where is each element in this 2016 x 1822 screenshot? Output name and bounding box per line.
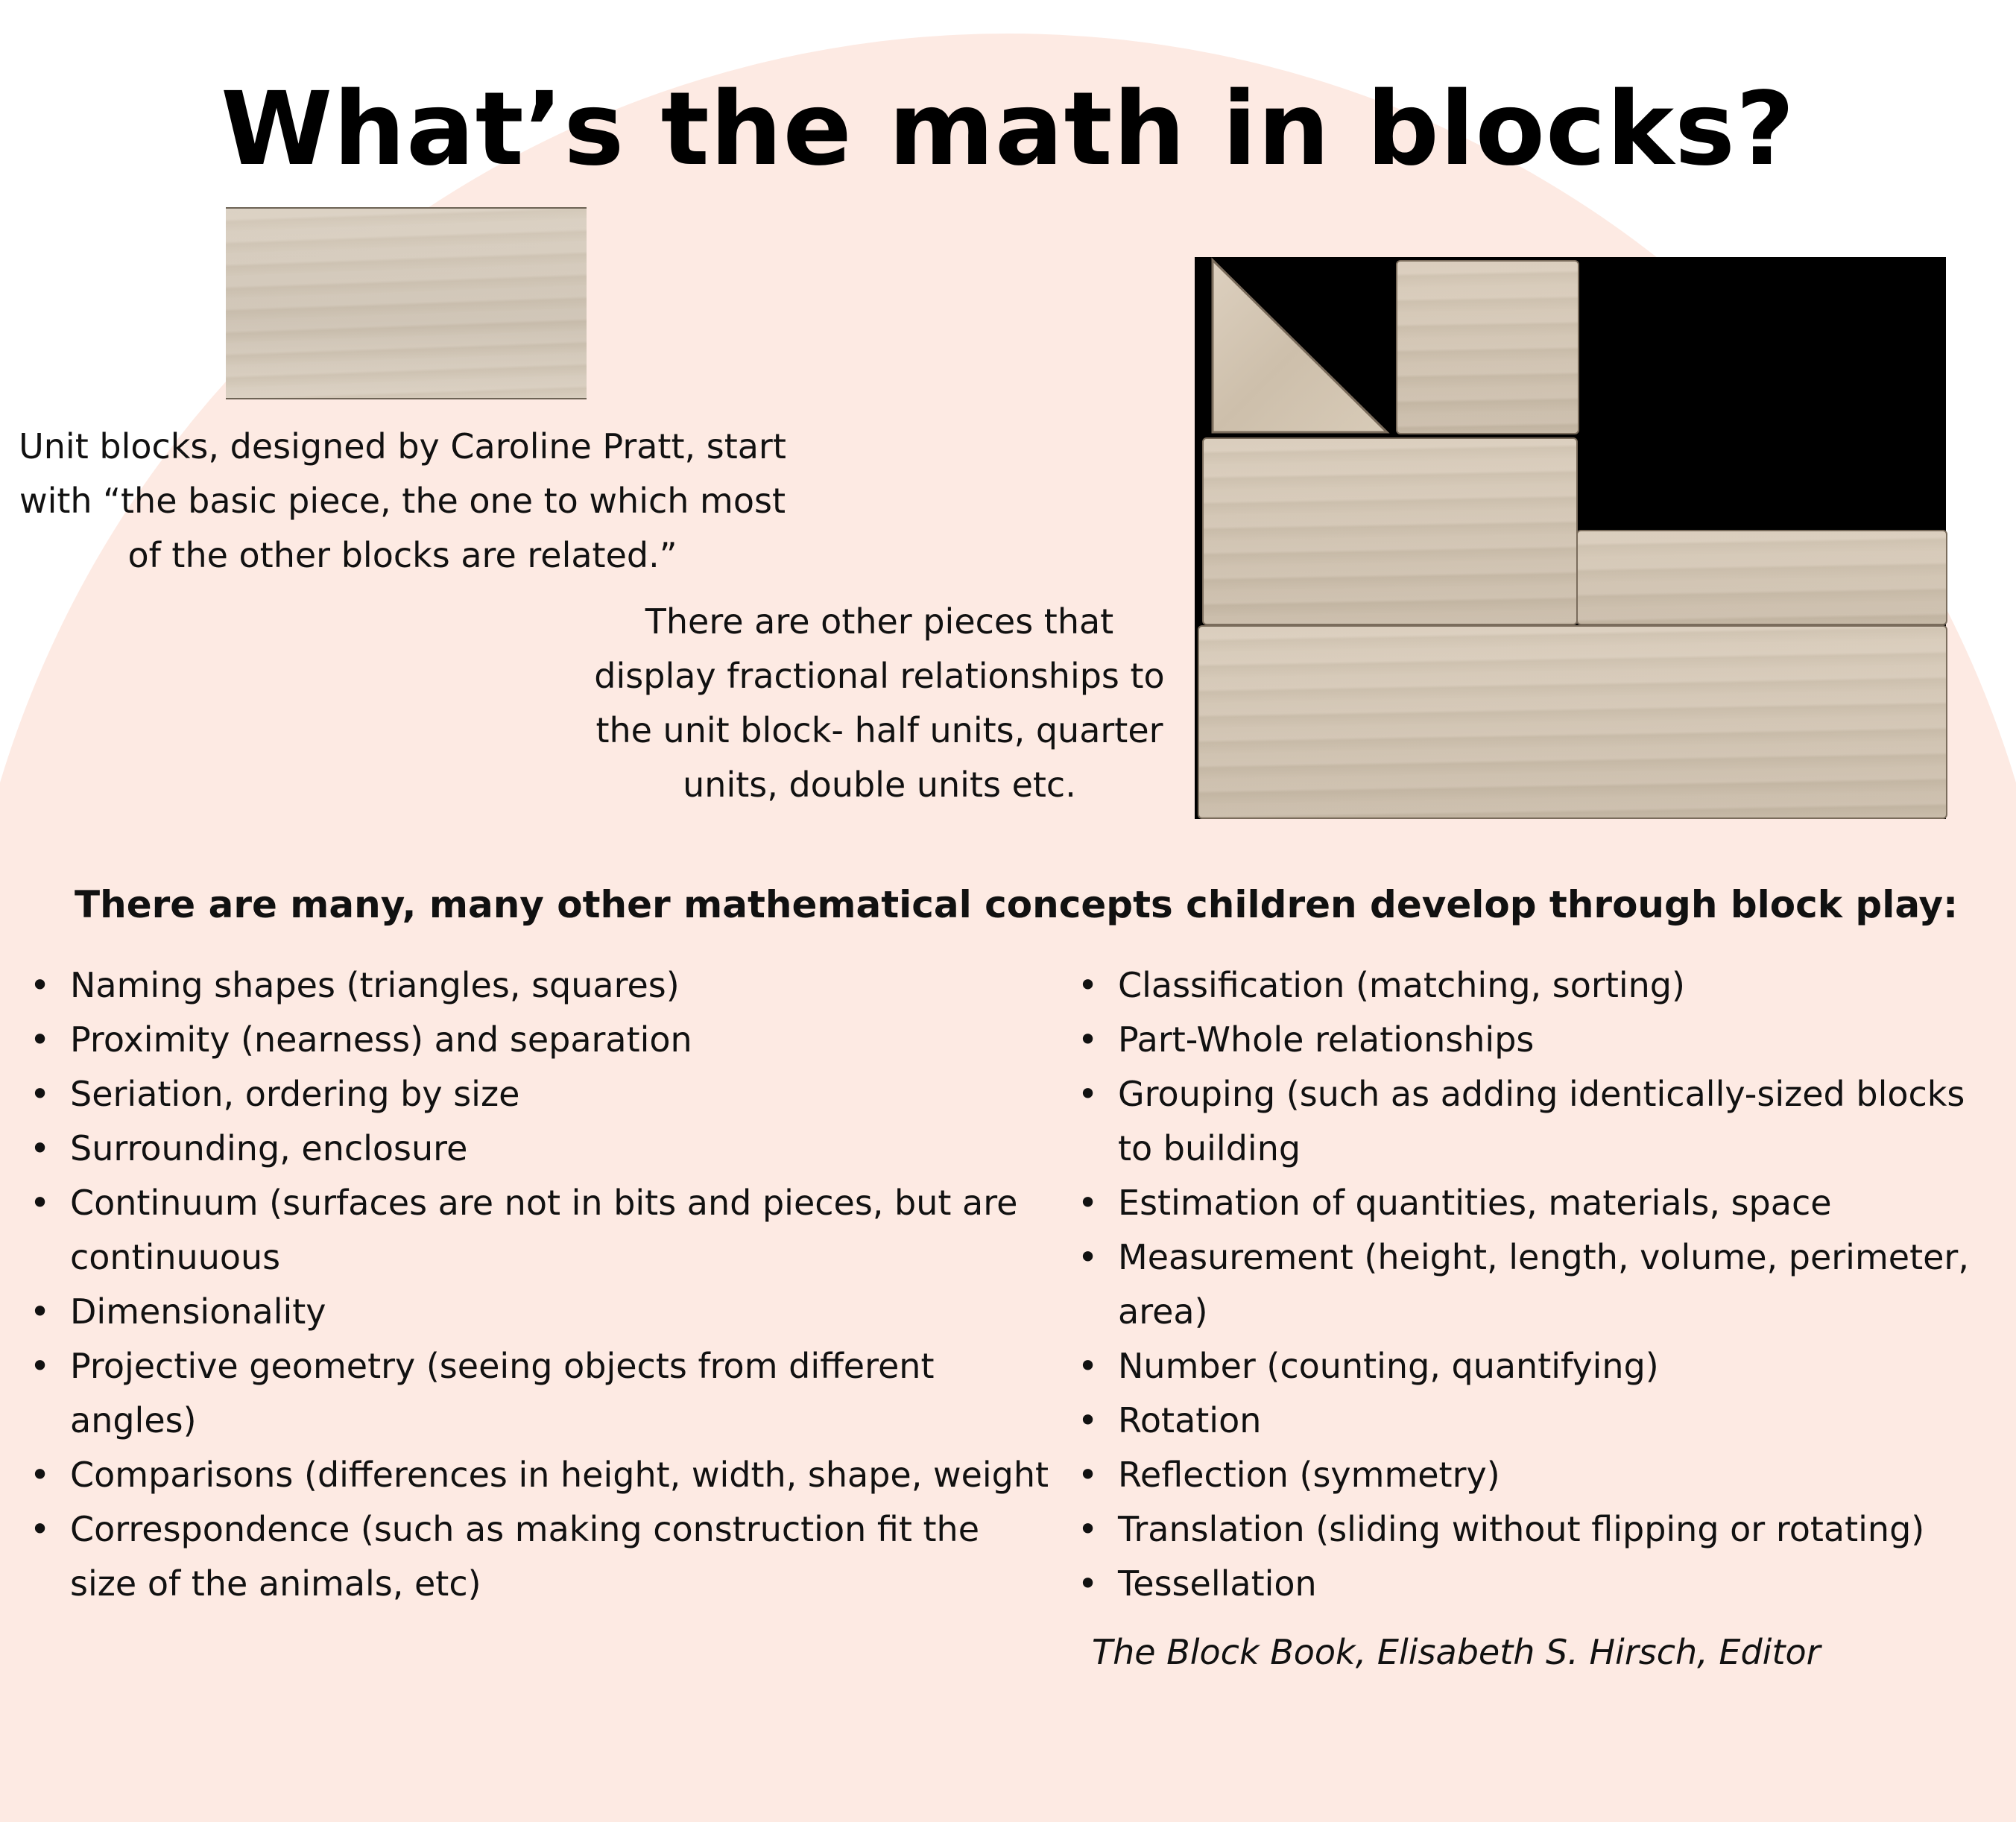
- half-unit-block: [1396, 260, 1579, 434]
- unit-block-photo: [226, 207, 587, 399]
- intro-line: with “the basic piece, the one to which most: [19, 481, 786, 521]
- list-item: • Surrounding, enclosure: [24, 1122, 1052, 1176]
- fraction-line: units, double units etc.: [683, 765, 1076, 805]
- list-item: • Classification (matching, sorting): [1072, 958, 1996, 1013]
- list-item: • Proximity (nearness) and separation: [24, 1013, 1052, 1067]
- fraction-text: [581, 595, 1178, 812]
- page-title: What’s the math in blocks?: [221, 71, 1795, 189]
- list-item: • Tessellation: [1072, 1557, 1996, 1611]
- concepts-list-left: [24, 958, 1052, 1611]
- fraction-line: the unit block- half units, quarter: [595, 710, 1163, 750]
- fraction-line: There are other pieces that: [645, 601, 1114, 642]
- half-unit-flat-block: [1576, 530, 1947, 625]
- list-item: • Dimensionality: [24, 1285, 1052, 1339]
- list-item: • Seriation, ordering by size: [24, 1067, 1052, 1122]
- double-unit-block: [1198, 625, 1947, 819]
- list-item: • Reflection (symmetry): [1072, 1448, 1996, 1502]
- list-item: • Grouping (such as adding identically-sized blocks to building: [1072, 1067, 1996, 1176]
- list-item: • Projective geometry (seeing objects from different angles): [24, 1339, 1052, 1448]
- list-item: • Translation (sliding without flipping or rotating): [1072, 1502, 1996, 1557]
- intro-text: [15, 420, 790, 583]
- list-item: • Part-Whole relationships: [1072, 1013, 1996, 1067]
- fraction-line: display fractional relationships to: [594, 656, 1165, 696]
- unit-block: [1202, 437, 1578, 625]
- concepts-heading: There are many, many other mathematical concepts children develop through block play:: [75, 883, 1959, 926]
- list-item: • Continuum (surfaces are not in bits and pieces, but are continuuous: [24, 1176, 1052, 1285]
- intro-line: Unit blocks, designed by Caroline Pratt, start: [19, 426, 786, 466]
- intro-line: of the other blocks are related.”: [127, 535, 677, 575]
- list-item: • Number (counting, quantifying): [1072, 1339, 1996, 1394]
- concepts-list-right: [1072, 958, 1996, 1611]
- list-item: • Rotation: [1072, 1394, 1996, 1448]
- list-item: • Comparisons (differences in height, width, shape, weight: [24, 1448, 1052, 1502]
- list-item: • Correspondence (such as making construction fit the size of the animals, etc): [24, 1502, 1052, 1611]
- block-stack-photo: [1195, 257, 1946, 819]
- list-item: • Measurement (height, length, volume, perimeter, area): [1072, 1230, 1996, 1339]
- list-item: • Naming shapes (triangles, squares): [24, 958, 1052, 1013]
- citation: The Block Book, Elisabeth S. Hirsch, Editor: [1092, 1632, 1821, 1672]
- list-item: • Estimation of quantities, materials, space: [1072, 1176, 1996, 1230]
